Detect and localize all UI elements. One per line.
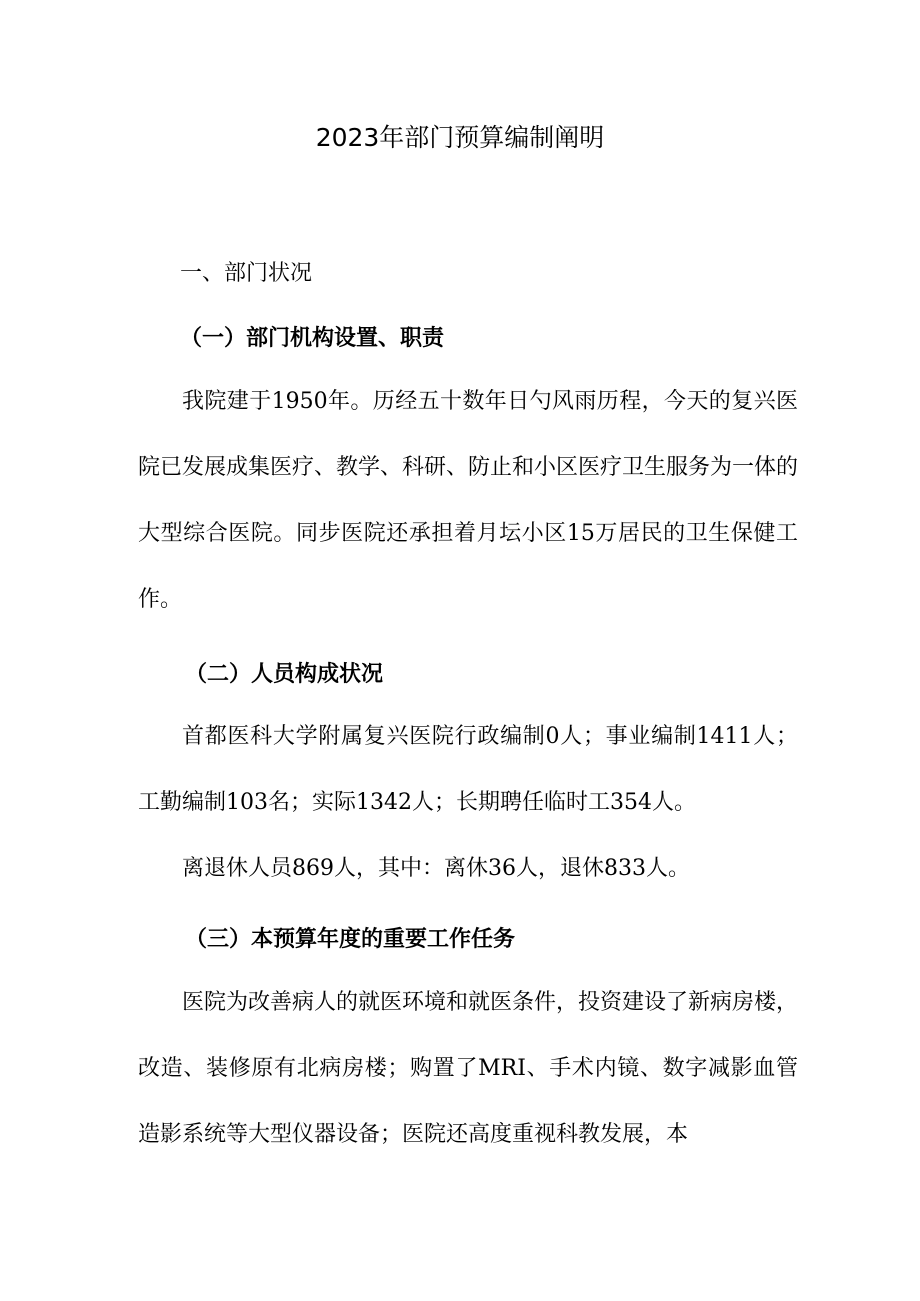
subsection-heading-key-tasks: （三）本预算年度的重要工作任务 [185, 927, 516, 952]
paragraph-retirees: 离退休人员869人，其中：离休36人，退休833人。 [182, 856, 690, 881]
subsection-heading-staffing: （二）人员构成状况 [185, 662, 384, 687]
subsection-heading-organization: （一）部门机构设置、职责 [180, 326, 445, 351]
paragraph-key-tasks: 医院为改善病人的就医环境和就医条件，投资建设了新病房楼，改造、装修原有北病房楼；购置了MRI、手术内镜、数字减影血管造影系统等大型仪器设备；医院还高度重视科教发展，本 [138, 990, 799, 1147]
paragraph-staffing: 首都医科大学附属复兴医院行政编制0人；事业编制1411人；工勤编制103名；实际1342人；长期聘任临时工354人。 [138, 724, 798, 815]
document-title: 2023年部门预算编制阐明 [315, 123, 605, 152]
paragraph-organization: 我院建于1950年。历经五十数年日勺风雨历程，今天的复兴医院已发展成集医疗、教学、科研、防止和小区医疗卫生服务为一体的大型综合医院。同步医院还承担着月坛小区15万居民的卫生保健工作。 [138, 389, 799, 612]
section-heading-department-status: 一、部门状况 [180, 261, 313, 286]
